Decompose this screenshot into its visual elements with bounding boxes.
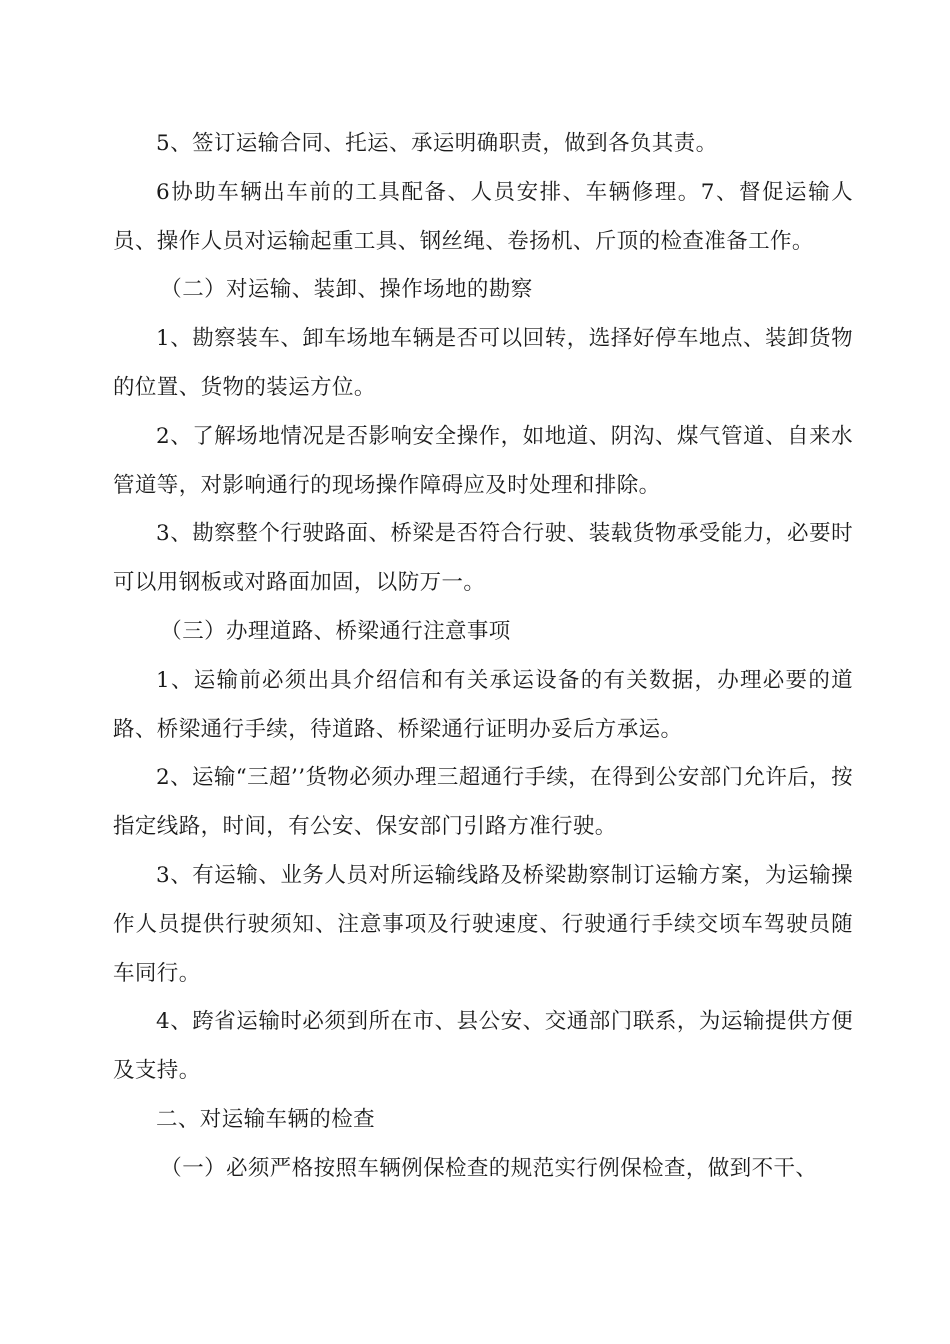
paragraph-inspection-1: （一）必须严格按照车辆例保检查的规范实行例保检查，做到不干、 [160, 1155, 818, 1181]
paragraph-permits-4: 4、跨省运输时必须到所在市、县公安、交通部门联系，为运输提供方便及支持。 [113, 1009, 853, 1084]
paragraph-survey-3: 3、勘察整个行驶路面、桥梁是否符合行驶、装载货物承受能力，必要时可以用钢板或对路面加固，以防万一。 [113, 521, 853, 596]
paragraph-item-5-contract: 5、签订运输合同、托运、承运明确职责，做到各负其责。 [156, 131, 718, 156]
document-body [113, 120, 853, 1194]
paragraph-permits-1: 1、运输前必须出具介绍信和有关承运设备的有关数据，办理必要的道路、桥梁通行手续，待道路、桥梁通行证明办妥后方承运。 [113, 667, 853, 742]
paragraph-survey-1: 1、勘察装车、卸车场地车辆是否可以回转，选择好停车地点、装卸货物的位置、货物的装运方位。 [113, 326, 853, 400]
section-heading-road-bridge-permits: （三）办理道路、桥梁通行注意事项 [160, 618, 511, 644]
paragraph-survey-2: 2、了解场地情况是否影响安全操作，如地道、阴沟、煤气管道、自来水管道等，对影响通行的现场操作障碍应及时处理和排除。 [113, 423, 853, 498]
section-heading-vehicle-inspection: 二、对运输车辆的检查 [156, 1106, 376, 1132]
paragraph-permits-2: 2、运输“三超’’货物必须办理三超通行手续，在得到公安部门允许后，按指定线路，时间，有公安、保安部门引路方准行驶。 [113, 765, 853, 840]
section-heading-site-survey: （二）对运输、装卸、操作场地的勘察 [160, 277, 533, 303]
paragraph-permits-3: 3、有运输、业务人员对所运输线路及桥梁勘察制订运输方案，为运输操作人员提供行驶须知、注意事项及行驶速度、行驶通行手续交顷车驾驶员随车同行。 [113, 862, 853, 986]
paragraph-item-6-7-vehicle-prep: 6协助车辆出车前的工具配备、人员安排、车辆修理。7、督促运输人员、操作人员对运输起重工具、钢丝绳、卷扬机、斤顶的检查准备工作。 [113, 179, 853, 254]
